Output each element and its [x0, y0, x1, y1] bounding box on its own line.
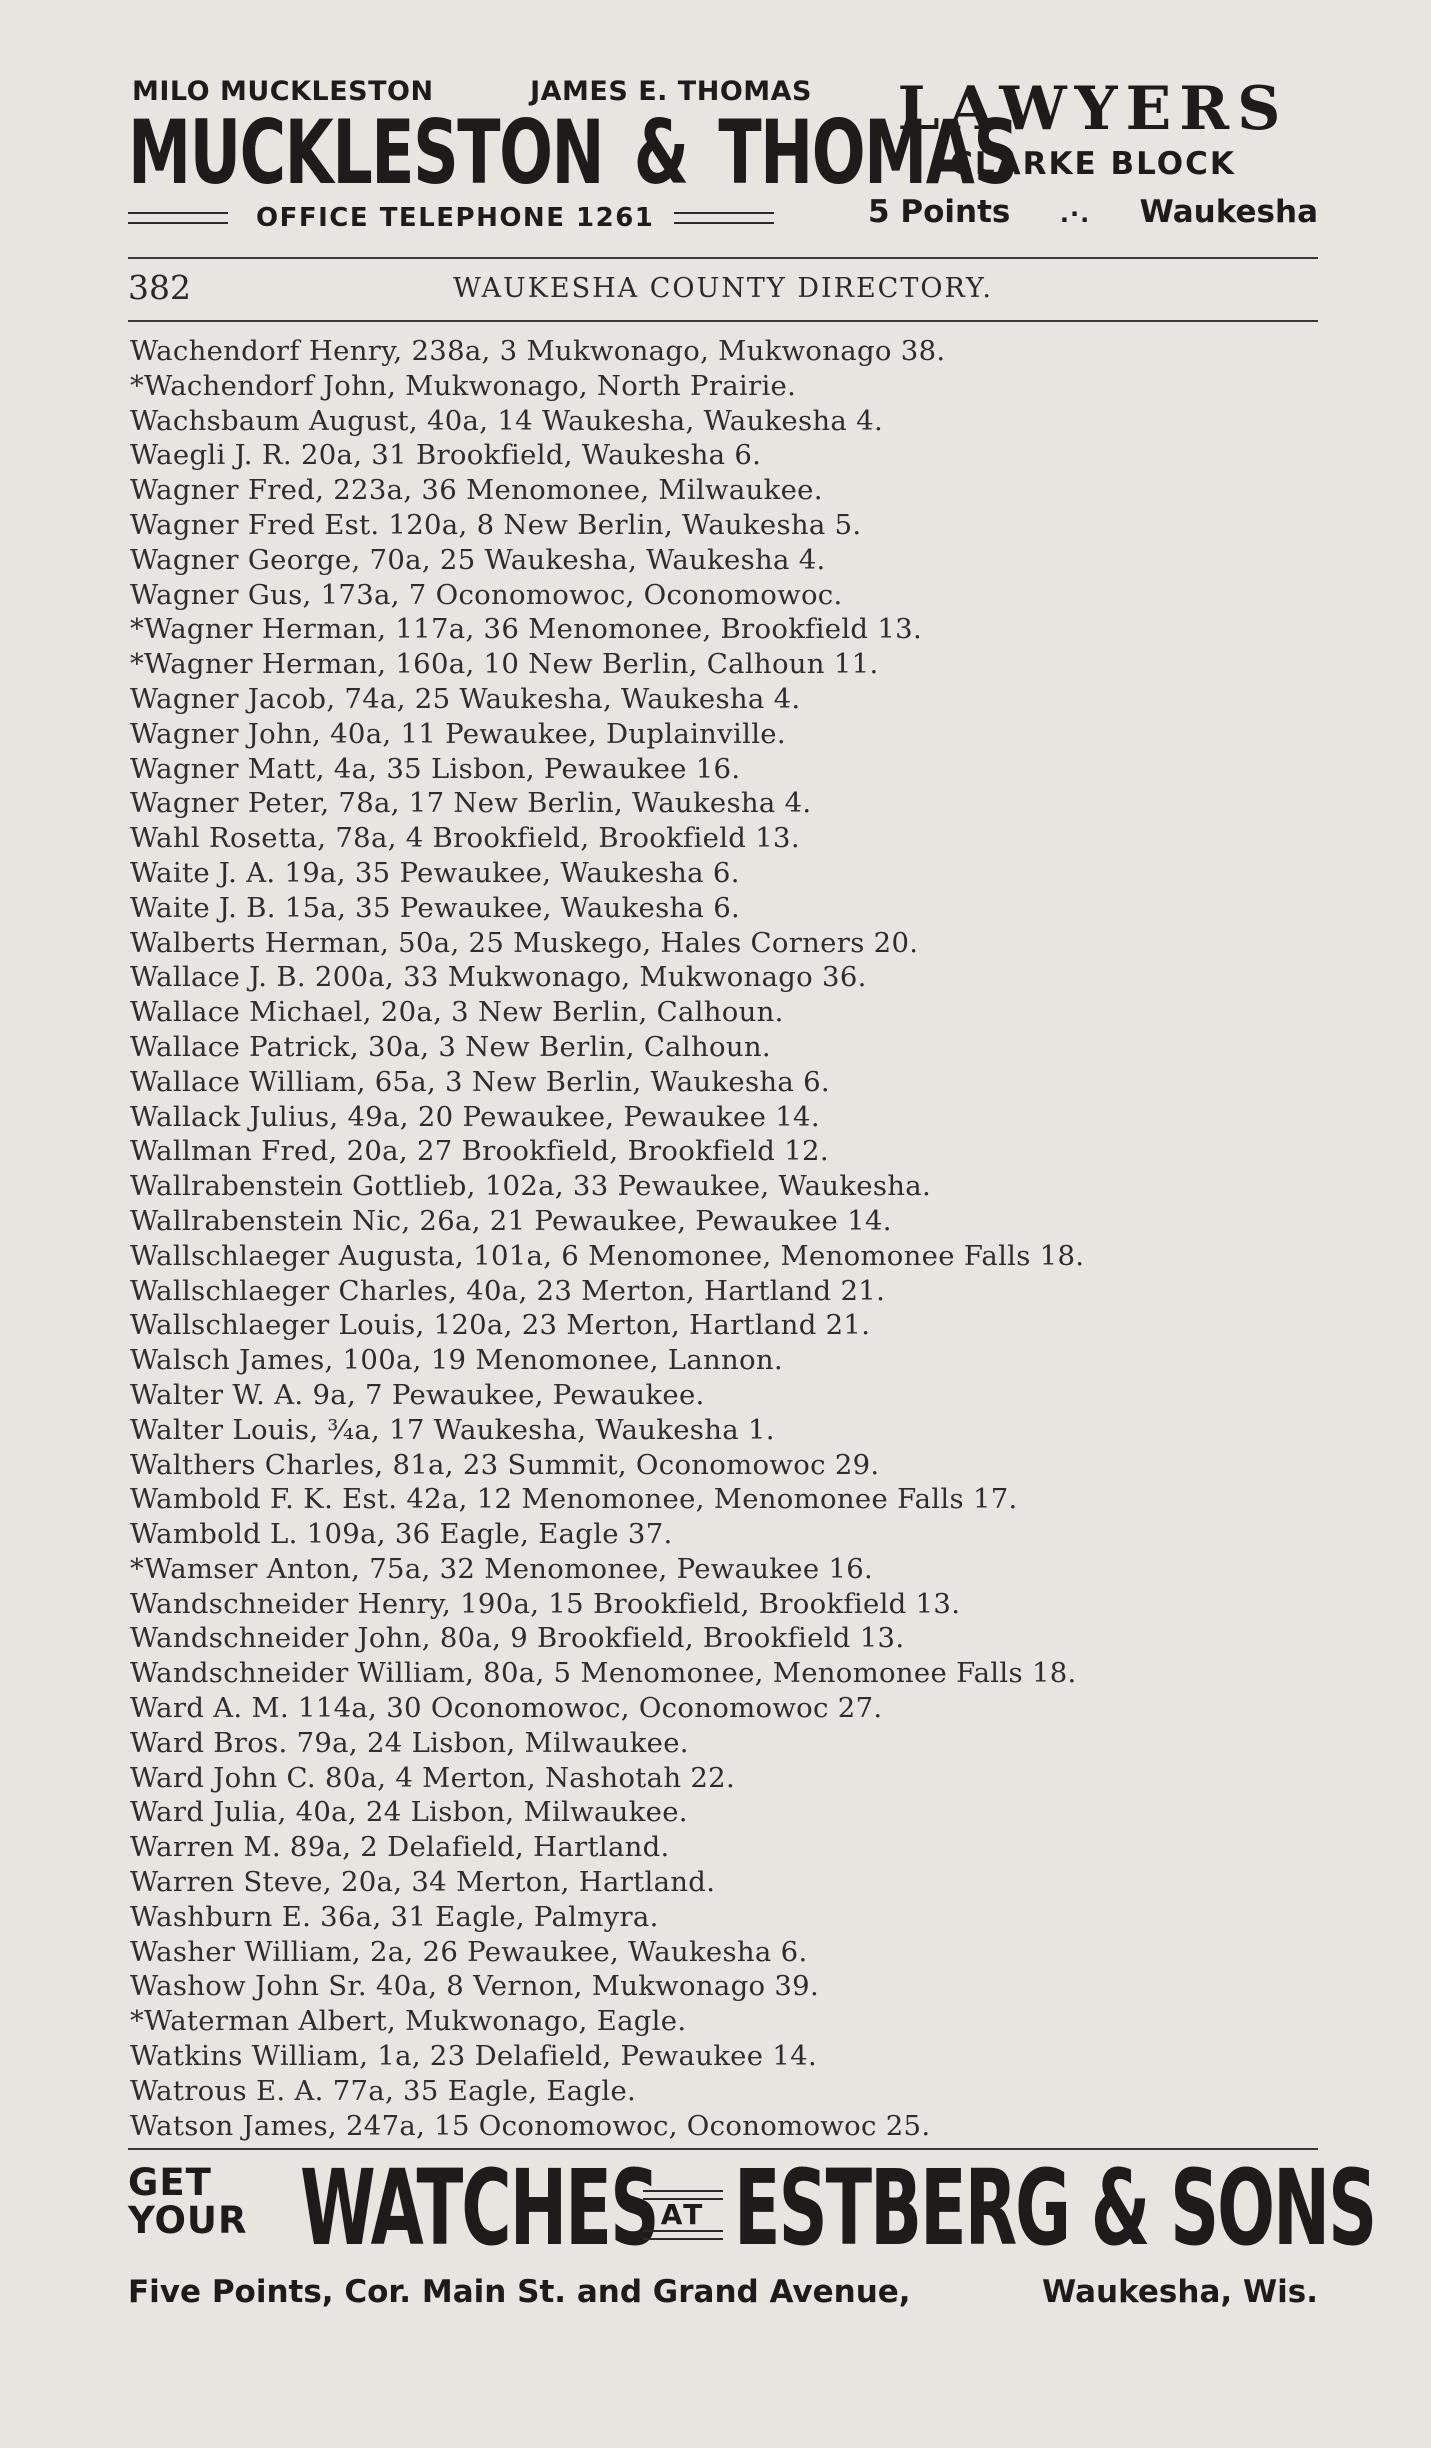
- directory-entry: *Wagner Herman, 117a, 36 Menomonee, Brookfield 13.: [130, 613, 922, 646]
- location-five-points: 5 Points: [868, 194, 1011, 230]
- directory-entry: *Waterman Albert, Mukwonago, Eagle.: [130, 2005, 687, 2038]
- double-rule-left: [128, 212, 228, 224]
- location-waukesha: Waukesha: [1139, 194, 1318, 230]
- directory-entry: Waegli J. R. 20a, 31 Brookfield, Waukesha 6.: [130, 439, 762, 472]
- get-your-text: [128, 2161, 278, 2242]
- firm-name-part-2: THOMAS: [718, 101, 1018, 204]
- directory-title: WAUKESHA COUNTY DIRECTORY.: [453, 273, 993, 304]
- double-rule-right: [674, 212, 774, 224]
- at-rule-bottom: [643, 2230, 723, 2240]
- firm-name: [128, 101, 1018, 204]
- directory-entry: Wachendorf Henry, 238a, 3 Mukwonago, Mukwonago 38.: [130, 335, 946, 367]
- directory-entry: Wallschlaeger Augusta, 101a, 6 Menomonee, Menomonee Falls 18.: [130, 1239, 1085, 1272]
- directory-entry: Wallace Michael, 20a, 3 New Berlin, Calhoun.: [130, 996, 784, 1029]
- directory-entry: Ward Julia, 40a, 24 Lisbon, Milwaukee.: [130, 1796, 688, 1829]
- directory-entry: *Wamser Anton, 75a, 32 Menomonee, Pewaukee 16.: [130, 1552, 874, 1585]
- directory-entry: Wallack Julius, 49a, 20 Pewaukee, Pewaukee 14.: [130, 1100, 820, 1133]
- directory-entry: Washow John Sr. 40a, 8 Vernon, Mukwonago 39.: [130, 1970, 820, 2003]
- directory-entry: Washburn E. 36a, 31 Eagle, Palmyra.: [130, 1900, 659, 1933]
- directory-entry: Wagner Gus, 173a, 7 Oconomowoc, Oconomowoc.: [130, 578, 843, 611]
- directory-entry: Walthers Charles, 81a, 23 Summit, Oconomowoc 29.: [130, 1448, 880, 1481]
- directory-entry: Wallman Fred, 20a, 27 Brookfield, Brookfield 12.: [130, 1135, 829, 1168]
- profession-heading: LAWYERS: [897, 74, 1289, 144]
- store-name: ESTBERG & SONS: [734, 2147, 1376, 2269]
- directory-entry: Wandschneider William, 80a, 5 Menomonee, Menomonee Falls 18.: [130, 1657, 1077, 1690]
- top-divider: [128, 257, 1318, 259]
- directory-entry: Wambold F. K. Est. 42a, 12 Menomonee, Menomonee Falls 17.: [130, 1483, 1018, 1516]
- store-address-row: [128, 2274, 1318, 2310]
- directory-entry: Wagner Fred Est. 120a, 8 New Berlin, Waukesha 5.: [130, 508, 862, 541]
- separator-dots: .·.: [1059, 200, 1091, 228]
- header-divider: [128, 320, 1318, 322]
- directory-entry: Wagner Jacob, 74a, 25 Waukesha, Waukesha 4.: [130, 682, 801, 715]
- directory-entry: Watrous E. A. 77a, 35 Eagle, Eagle.: [130, 2074, 637, 2107]
- directory-entry: Wambold L. 109a, 36 Eagle, Eagle 37.: [130, 1518, 673, 1551]
- directory-entry: Wandschneider John, 80a, 9 Brookfield, Brookfield 13.: [130, 1622, 905, 1655]
- firm-details-block: [868, 72, 1318, 242]
- directory-entry: *Wachendorf John, Mukwonago, North Prairie.: [130, 369, 797, 402]
- directory-entry: Wallrabenstein Gottlieb, 102a, 33 Pewaukee, Waukesha.: [130, 1170, 932, 1203]
- running-head: [128, 268, 1318, 316]
- directory-entry: Walter Louis, ¾a, 17 Waukesha, Waukesha 1.: [130, 1413, 775, 1446]
- directory-entry: Wahl Rosetta, 78a, 4 Brookfield, Brookfield 13.: [130, 822, 800, 855]
- directory-entry: Ward Bros. 79a, 24 Lisbon, Milwaukee.: [130, 1726, 689, 1759]
- your-word: YOUR: [128, 2199, 248, 2242]
- firm-name-ampersand: &: [633, 101, 688, 204]
- directory-entry: Waite J. B. 15a, 35 Pewaukee, Waukesha 6.: [130, 891, 741, 924]
- jeweler-advertisement: [128, 2147, 1376, 2318]
- directory-entry: Wallace William, 65a, 3 New Berlin, Waukesha 6.: [130, 1065, 830, 1098]
- directory-entry: Walsch James, 100a, 19 Menomonee, Lannon.: [130, 1344, 783, 1377]
- directory-entry: Warren M. 89a, 2 Delafield, Hartland.: [130, 1831, 670, 1864]
- at-word: AT: [660, 2198, 706, 2231]
- partner-name-1: MILO MUCKLESTON: [132, 76, 434, 107]
- directory-entry: Wachsbaum August, 40a, 14 Waukesha, Waukesha 4.: [130, 404, 884, 437]
- directory-entry: Ward John C. 80a, 4 Merton, Nashotah 22.: [130, 1761, 736, 1794]
- directory-entry: Watson James, 247a, 15 Oconomowoc, Oconomowoc 25.: [130, 2109, 931, 2142]
- building-name: CLARKE BLOCK: [950, 146, 1236, 182]
- office-telephone: OFFICE TELEPHONE 1261: [256, 203, 655, 233]
- directory-entry: Washer William, 2a, 26 Pewaukee, Waukesha 6.: [130, 1935, 808, 1968]
- store-city: Waukesha, Wis.: [1042, 2274, 1318, 2310]
- store-address: Five Points, Cor. Main St. and Grand Avenue,: [128, 2274, 911, 2310]
- telephone-row: [128, 200, 818, 236]
- directory-entry: Watkins William, 1a, 23 Delafield, Pewaukee 14.: [130, 2040, 817, 2073]
- directory-entry: Walberts Herman, 50a, 25 Muskego, Hales Corners 20.: [130, 926, 919, 959]
- directory-entry: Warren Steve, 20a, 34 Merton, Hartland.: [130, 1866, 716, 1899]
- watches-word: WATCHES: [300, 2147, 658, 2269]
- directory-entry: Ward A. M. 114a, 30 Oconomowoc, Oconomowoc 27.: [130, 1692, 883, 1725]
- directory-entry: Wagner George, 70a, 25 Waukesha, Waukesha 4.: [130, 543, 826, 576]
- at-word-box: [643, 2190, 723, 2236]
- partner-name-2: JAMES E. THOMAS: [530, 76, 812, 107]
- directory-entry: *Wagner Herman, 160a, 10 New Berlin, Calhoun 11.: [130, 648, 879, 681]
- directory-entry: Wagner Fred, 223a, 36 Menomonee, Milwaukee.: [130, 474, 823, 507]
- lawyers-advertisement: [128, 72, 1318, 242]
- directory-entry: Wallschlaeger Louis, 120a, 23 Merton, Hartland 21.: [130, 1309, 871, 1342]
- directory-entry: Waite J. A. 19a, 35 Pewaukee, Waukesha 6.: [130, 856, 740, 889]
- directory-entry: Wagner Peter, 78a, 17 New Berlin, Waukesha 4.: [130, 787, 812, 820]
- directory-entry: Wagner Matt, 4a, 35 Lisbon, Pewaukee 16.: [130, 752, 741, 785]
- directory-entry: Wallace J. B. 200a, 33 Mukwonago, Mukwonago 36.: [130, 961, 867, 994]
- directory-listings: [130, 334, 1310, 2143]
- directory-entry: Wallrabenstein Nic, 26a, 21 Pewaukee, Pewaukee 14.: [130, 1204, 892, 1237]
- get-word: GET: [128, 2161, 212, 2204]
- page-number: 382: [128, 268, 191, 307]
- directory-entry: Wallschlaeger Charles, 40a, 23 Merton, Hartland 21.: [130, 1274, 886, 1307]
- directory-entry: Wagner John, 40a, 11 Pewaukee, Duplainville.: [130, 717, 786, 750]
- firm-location: [868, 194, 1318, 230]
- directory-entry: Wallace Patrick, 30a, 3 New Berlin, Calhoun.: [130, 1030, 771, 1063]
- directory-entry: Walter W. A. 9a, 7 Pewaukee, Pewaukee.: [130, 1378, 705, 1411]
- firm-name-part-1: MUCKLESTON: [128, 101, 604, 204]
- directory-entry: Wandschneider Henry, 190a, 15 Brookfield, Brookfield 13.: [130, 1587, 961, 1620]
